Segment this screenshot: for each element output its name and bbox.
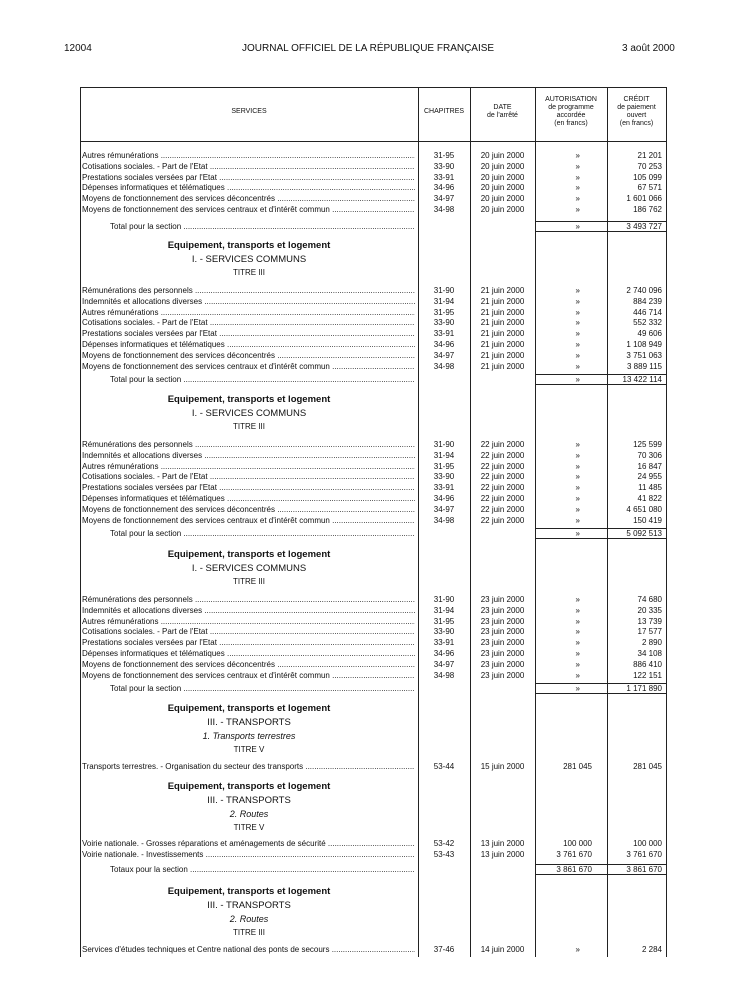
table-row-service: Voirie nationale. - Grosses réparations et aménagements de sécurité ..... [82, 839, 415, 849]
table-row-credit: 105 099 [633, 172, 662, 182]
table-row-chapitre: 34-96 [433, 340, 455, 349]
table-row-date: 13 juin 2000 [480, 839, 525, 848]
table-row-chapitre: 31-90 [433, 440, 455, 449]
table-row-date: 23 juin 2000 [480, 595, 525, 604]
section-total-credit: 1 171 890 [626, 684, 662, 693]
table-row-date: 23 juin 2000 [480, 659, 525, 669]
col-header-chapitres: CHAPITRES [423, 108, 465, 115]
table-row-chapitre: 34-97 [433, 504, 455, 514]
table-row-chapitre: 31-94 [433, 450, 455, 460]
section-total-label: Totaux pour la section ..... [110, 865, 415, 875]
appropriations-table [80, 87, 667, 957]
titre-heading: TITRE III [233, 927, 265, 937]
col-header-date [470, 104, 535, 120]
table-row-chapitre: 34-97 [433, 350, 455, 360]
table-row-service: Moyens de fonctionnement des services centraux et d'intérêt commun ..... [82, 362, 415, 372]
table-row-date: 21 juin 2000 [480, 340, 525, 349]
table-row-autorisation: » [575, 183, 580, 193]
table-row-credit: 100 000 [633, 839, 662, 848]
table-row-autorisation: » [575, 504, 580, 514]
section-heading: I. - SERVICES COMMUNS [191, 253, 307, 265]
table-row-autorisation: » [575, 194, 580, 204]
section-total-autorisation: » [575, 222, 580, 231]
titre-heading: TITRE III [233, 268, 265, 277]
table-row-chapitre: 34-98 [433, 515, 455, 525]
table-row-date: 23 juin 2000 [480, 605, 525, 615]
table-row-chapitre: 31-95 [433, 461, 455, 471]
table-row-service: Cotisations sociales. - Part de l'Etat ..... [82, 318, 415, 328]
table-row-date: 20 juin 2000 [480, 161, 525, 171]
table-row-credit: 41 822 [637, 494, 662, 503]
section-total-autorisation: » [575, 375, 580, 384]
table-row-service: Prestations sociales versées par l'Etat ..... [82, 329, 415, 339]
table-row-service: Indemnités et allocations diverses ..... [82, 297, 415, 307]
table-row-date: 21 juin 2000 [480, 318, 525, 328]
table-row-credit: 16 847 [637, 461, 662, 471]
ministry-heading: Equipement, transports et logement [167, 240, 331, 251]
table-row-chapitre: 34-98 [433, 205, 455, 214]
subsection-heading: 2. Routes [229, 914, 269, 924]
section-total-label: Total pour la section ..... [110, 375, 415, 385]
table-row-credit: 125 599 [633, 440, 662, 449]
journal-title: JOURNAL OFFICIEL DE LA RÉPUBLIQUE FRANÇAISE [242, 43, 495, 54]
table-row-autorisation: » [575, 318, 580, 328]
table-row-autorisation: » [575, 483, 580, 493]
col-header-credit [607, 96, 666, 128]
section-total-credit: 5 092 513 [626, 529, 662, 538]
ministry-heading: Equipement, transports et logement [167, 781, 331, 792]
table-row-credit: 122 151 [633, 670, 662, 680]
table-row-autorisation: » [575, 205, 580, 214]
table-row-autorisation: 3 761 670 [556, 849, 592, 859]
table-row-autorisation: » [575, 472, 580, 482]
section-total-credit: 3 861 670 [626, 865, 662, 874]
table-row-chapitre: 33-91 [433, 172, 455, 182]
col-header-autorisation-line: (en francs) [554, 120, 588, 127]
table-row-chapitre: 34-98 [433, 361, 455, 371]
section-total-label: Total pour la section ..... [110, 684, 415, 694]
table-row-credit: 1 108 949 [626, 340, 662, 349]
table-top-border [80, 87, 667, 88]
table-row-service: Prestations sociales versées par l'Etat ..... [82, 638, 415, 648]
table-row-service: Rémunérations des personnels ..... [82, 595, 415, 605]
col-header-date-line: de l'arrêté [487, 112, 518, 119]
table-row-autorisation: » [575, 151, 580, 160]
table-row-credit: 2 740 096 [626, 286, 662, 295]
table-row-date: 23 juin 2000 [480, 670, 525, 680]
table-row-date: 20 juin 2000 [480, 172, 525, 182]
table-row-date: 23 juin 2000 [480, 638, 525, 648]
table-row-service: Prestations sociales versées par l'Etat ..... [82, 173, 415, 183]
table-row-autorisation: » [575, 945, 580, 954]
table-row-credit: 4 651 080 [626, 504, 662, 514]
table-row-chapitre: 34-96 [433, 649, 455, 658]
table-row-service: Prestations sociales versées par l'Etat ..... [82, 483, 415, 493]
table-row-service: Moyens de fonctionnement des services déconcentrés ..... [82, 194, 415, 204]
table-row-chapitre: 53-44 [433, 762, 455, 771]
issue-date: 3 août 2000 [622, 43, 675, 54]
col-header-credit-line: ouvert [626, 112, 647, 119]
section-total-autorisation: » [575, 684, 580, 693]
col-header-services: SERVICES [231, 108, 267, 115]
section-heading: III. - TRANSPORTS [207, 899, 291, 911]
table-row-service: Moyens de fonctionnement des services déconcentrés ..... [82, 660, 415, 670]
table-row-autorisation: » [575, 670, 580, 680]
table-row-chapitre: 34-96 [433, 494, 455, 503]
section-total-autorisation: » [575, 529, 580, 538]
table-row-date: 14 juin 2000 [480, 945, 525, 954]
section-total-credit: 3 493 727 [626, 222, 662, 231]
table-row-date: 21 juin 2000 [480, 307, 525, 317]
table-row-date: 22 juin 2000 [480, 440, 525, 449]
table-row-date: 22 juin 2000 [480, 461, 525, 471]
table-row-service: Moyens de fonctionnement des services centraux et d'intérêt commun ..... [82, 516, 415, 526]
titre-heading: TITRE V [233, 822, 265, 832]
table-row-credit: 67 571 [637, 183, 662, 193]
table-row-credit: 11 485 [638, 483, 662, 493]
section-total-label: Total pour la section ..... [110, 222, 415, 232]
table-row-date: 21 juin 2000 [480, 329, 525, 339]
table-row-date: 23 juin 2000 [480, 627, 525, 637]
table-row-service: Dépenses informatiques et télématiques ..... [82, 183, 415, 193]
table-row-service: Transports terrestres. - Organisation du secteur des transports ..... [82, 762, 415, 772]
table-row-chapitre: 31-95 [433, 307, 455, 317]
table-row-chapitre: 53-43 [433, 849, 455, 859]
header-separator [80, 141, 667, 142]
section-total-credit: 13 422 114 [622, 375, 662, 384]
table-row-credit: 884 239 [633, 296, 662, 306]
table-row-chapitre: 31-95 [433, 616, 455, 626]
table-row-chapitre: 33-90 [433, 318, 455, 328]
table-row-credit: 20 335 [637, 605, 662, 615]
section-total-label: Total pour la section ..... [110, 529, 415, 539]
subsection-heading: 1. Transports terrestres [202, 731, 296, 741]
table-row-service: Services d'études techniques et Centre national des ponts de secours ..... [82, 945, 415, 955]
table-row-service: Moyens de fonctionnement des services centraux et d'intérêt commun ..... [82, 205, 415, 215]
section-total-autorisation: 3 861 670 [556, 865, 592, 874]
subsection-heading: 2. Routes [229, 809, 269, 819]
titre-heading: TITRE III [233, 577, 265, 586]
table-row-credit: 2 284 [641, 945, 662, 954]
table-row-credit: 34 108 [637, 649, 662, 658]
table-row-chapitre: 31-90 [433, 595, 455, 604]
col-header-credit-line: (en francs) [619, 120, 654, 127]
table-row-credit: 3 889 115 [627, 361, 662, 371]
table-row-credit: 186 762 [633, 205, 662, 214]
table-row-chapitre: 33-91 [433, 483, 455, 493]
table-row-autorisation: » [575, 450, 580, 460]
table-row-service: Cotisations sociales. - Part de l'Etat ..... [82, 162, 415, 172]
ministry-heading: Equipement, transports et logement [167, 394, 331, 405]
col-header-autorisation-line: accordée [556, 112, 586, 119]
col-header-date-line: DATE [493, 104, 512, 111]
table-row-credit: 281 045 [633, 762, 662, 771]
table-row-service: Autres rémunérations ..... [82, 151, 415, 161]
table-row-chapitre: 33-91 [433, 638, 455, 648]
table-row-date: 22 juin 2000 [480, 504, 525, 514]
table-row-service: Moyens de fonctionnement des services déconcentrés ..... [82, 505, 415, 515]
table-row-autorisation: » [575, 340, 580, 349]
table-row-date: 21 juin 2000 [480, 286, 525, 295]
table-row-autorisation: » [575, 286, 580, 295]
table-row-chapitre: 31-95 [433, 151, 455, 160]
table-row-date: 22 juin 2000 [480, 494, 525, 503]
table-row-credit: 17 577 [637, 627, 662, 637]
table-row-autorisation: » [575, 649, 580, 658]
table-row-service: Dépenses informatiques et télématiques ..... [82, 649, 415, 659]
table-row-chapitre: 34-98 [433, 670, 455, 680]
section-heading: III. - TRANSPORTS [207, 794, 291, 806]
table-row-date: 13 juin 2000 [480, 849, 525, 859]
ministry-heading: Equipement, transports et logement [167, 886, 331, 897]
col-header-autorisation-line: de programme [548, 104, 594, 111]
table-row-credit: 3 761 670 [626, 849, 662, 859]
table-row-chapitre: 31-94 [433, 296, 455, 306]
col-header-credit-line: de paiement [617, 104, 656, 111]
table-row-credit: 552 332 [633, 318, 662, 328]
table-row-date: 20 juin 2000 [480, 151, 525, 160]
table-row-service: Cotisations sociales. - Part de l'Etat ..... [82, 627, 415, 637]
table-row-service: Indemnités et allocations diverses ..... [82, 606, 415, 616]
table-row-credit: 446 714 [633, 307, 662, 317]
table-row-date: 23 juin 2000 [480, 649, 525, 658]
table-row-autorisation: » [575, 638, 580, 648]
table-row-date: 21 juin 2000 [480, 296, 525, 306]
page-number: 12004 [64, 43, 92, 54]
table-row-chapitre: 53-42 [433, 839, 455, 848]
table-row-date: 20 juin 2000 [480, 194, 525, 204]
table-row-chapitre: 31-90 [433, 286, 455, 295]
table-row-chapitre: 33-90 [433, 161, 455, 171]
table-row-autorisation: » [575, 307, 580, 317]
table-row-date: 23 juin 2000 [480, 616, 525, 626]
ministry-heading: Equipement, transports et logement [167, 549, 331, 560]
table-row-chapitre: 33-91 [433, 329, 455, 339]
ministry-heading: Equipement, transports et logement [167, 703, 331, 714]
table-row-service: Rémunérations des personnels ..... [82, 440, 415, 450]
table-row-date: 22 juin 2000 [480, 515, 525, 525]
table-row-autorisation: » [575, 461, 580, 471]
table-row-autorisation: » [575, 296, 580, 306]
table-row-date: 22 juin 2000 [480, 472, 525, 482]
table-row-autorisation: » [575, 361, 580, 371]
table-row-credit: 2 890 [641, 638, 662, 648]
table-row-date: 15 juin 2000 [480, 762, 525, 771]
table-row-autorisation: » [575, 605, 580, 615]
table-row-chapitre: 31-94 [433, 605, 455, 615]
table-row-credit: 886 410 [633, 659, 662, 669]
col-header-autorisation [535, 96, 607, 128]
table-row-credit: 150 419 [633, 515, 662, 525]
section-heading: III. - TRANSPORTS [207, 716, 291, 728]
column-divider [666, 87, 667, 957]
table-row-autorisation: » [575, 515, 580, 525]
table-row-credit: 3 751 063 [626, 350, 662, 360]
table-row-chapitre: 33-90 [433, 627, 455, 637]
table-row-service: Dépenses informatiques et télématiques ..... [82, 494, 415, 504]
table-row-autorisation: » [575, 440, 580, 449]
table-row-chapitre: 37-46 [433, 945, 455, 954]
table-row-autorisation: 100 000 [563, 839, 592, 848]
table-row-credit: 24 955 [637, 472, 662, 482]
table-row-credit: 21 201 [637, 151, 662, 160]
titre-heading: TITRE V [233, 744, 265, 754]
table-row-service: Dépenses informatiques et télématiques ..... [82, 340, 415, 350]
table-row-chapitre: 34-97 [433, 194, 455, 204]
table-row-service: Autres rémunérations ..... [82, 308, 415, 318]
section-heading: I. - SERVICES COMMUNS [191, 562, 307, 574]
col-header-credit-line: CRÉDIT [623, 96, 650, 103]
table-row-chapitre: 34-97 [433, 659, 455, 669]
col-header-autorisation-line: AUTORISATION [545, 96, 597, 103]
table-row-date: 22 juin 2000 [480, 483, 525, 493]
table-row-autorisation: » [575, 627, 580, 637]
table-row-date: 21 juin 2000 [480, 350, 525, 360]
table-row-credit: 70 306 [637, 450, 662, 460]
table-row-autorisation: » [575, 161, 580, 171]
table-row-chapitre: 34-96 [433, 183, 455, 193]
table-row-service: Autres rémunérations ..... [82, 462, 415, 472]
table-row-autorisation: 281 045 [563, 762, 592, 771]
table-row-credit: 49 606 [637, 329, 662, 339]
table-row-autorisation: » [575, 172, 580, 182]
table-row-date: 22 juin 2000 [480, 450, 525, 460]
table-row-service: Moyens de fonctionnement des services centraux et d'intérêt commun ..... [82, 671, 415, 681]
table-row-autorisation: » [575, 659, 580, 669]
table-row-autorisation: » [575, 616, 580, 626]
table-row-service: Cotisations sociales. - Part de l'Etat ..... [82, 472, 415, 482]
table-row-service: Indemnités et allocations diverses ..... [82, 451, 415, 461]
table-row-service: Moyens de fonctionnement des services déconcentrés ..... [82, 351, 415, 361]
table-row-date: 21 juin 2000 [480, 361, 525, 371]
table-row-autorisation: » [575, 329, 580, 339]
table-row-autorisation: » [575, 494, 580, 503]
table-row-credit: 70 253 [637, 161, 662, 171]
table-row-autorisation: » [575, 350, 580, 360]
table-row-date: 20 juin 2000 [480, 205, 525, 214]
table-row-autorisation: » [575, 595, 580, 604]
section-heading: I. - SERVICES COMMUNS [191, 407, 307, 419]
table-row-credit: 1 601 066 [626, 194, 662, 204]
table-row-service: Autres rémunérations ..... [82, 617, 415, 627]
table-row-date: 20 juin 2000 [480, 183, 525, 193]
table-row-service: Rémunérations des personnels ..... [82, 286, 415, 296]
table-row-chapitre: 33-90 [433, 472, 455, 482]
table-row-service: Voirie nationale. - Investissements ..... [82, 850, 415, 860]
titre-heading: TITRE III [233, 422, 265, 431]
table-row-credit: 74 680 [637, 595, 662, 604]
table-row-credit: 13 739 [637, 616, 662, 626]
